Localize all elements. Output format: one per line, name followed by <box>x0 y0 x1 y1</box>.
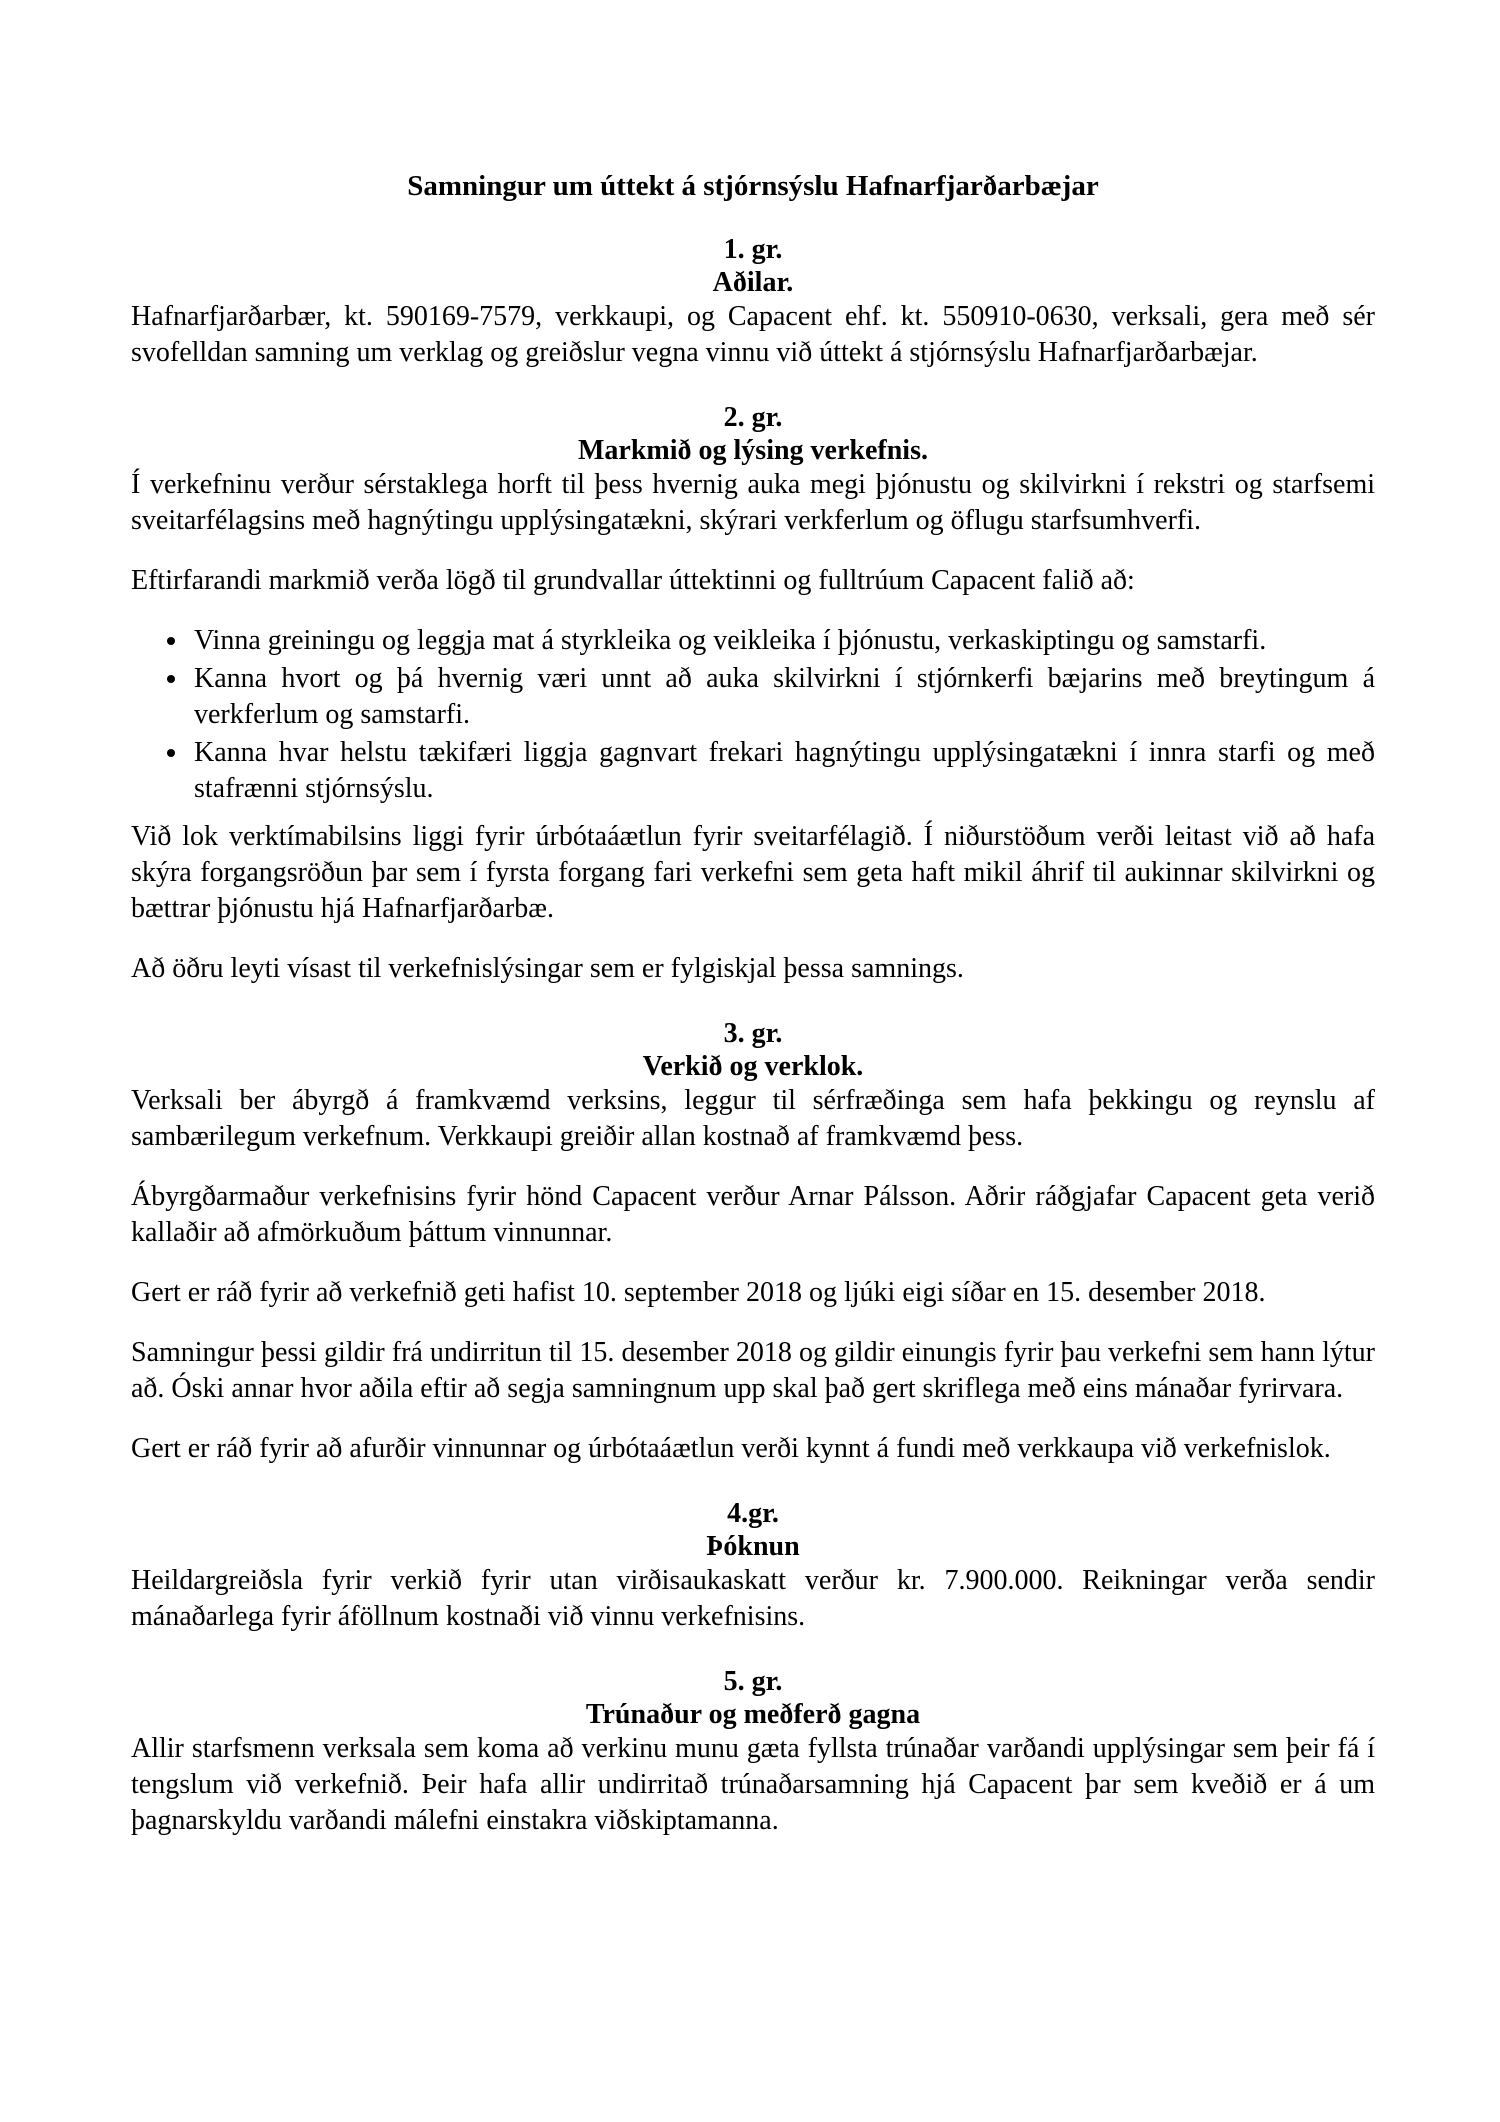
section-5-number: 5. gr. <box>723 1666 783 1697</box>
section-3-verkid <box>131 1017 1375 1467</box>
paragraph-deliverables: Gert er ráð fyrir að afurðir vinnunnar og úrbótaáætlun verði kynnt á fundi með verkkaupa við verkefnislok. <box>131 1433 1331 1464</box>
section-4-header <box>131 1497 1375 1563</box>
section-2-number: 2. gr. <box>723 402 783 433</box>
section-5-trunadur <box>131 1665 1375 1839</box>
paragraph-responsibility: Verksali ber ábyrgð á framkvæmd verksins, leggur til sérfræðinga sem hafa þekkingu og reynslu af sambærilegum verkefnum. Verkkaupi greiðir allan kostnað af framkvæmd þess. <box>131 1085 1375 1152</box>
section-3-heading: Verkið og verklok. <box>642 1051 864 1082</box>
section-2-heading: Markmið og lýsing verkefnis. <box>578 435 928 466</box>
section-1-number: 1. gr. <box>723 234 783 265</box>
paragraph-confidentiality: Allir starfsmenn verksala sem koma að verkinu munu gæta fyllsta trúnaðar varðandi upplýsingar sem þeir fá í tengslum við verkefnið. Þeir hafa allir undirritað trúnaðarsamning hjá Capacent þar sem kveðið er á um þagnarskyldu varðandi málefni einstakra viðskiptamanna. <box>131 1733 1375 1836</box>
section-4-number: 4.gr. <box>727 1498 779 1529</box>
section-1-header <box>131 233 1375 299</box>
section-5-heading: Trúnaður og meðferð gagna <box>585 1699 921 1730</box>
paragraph-parties: Hafnarfjarðarbær, kt. 590169-7579, verkkaupi, og Capacent ehf. kt. 550910-0630, verksali, gera með sér svofelldan samning um verklag og greiðslur vegna vinnu við úttekt á stjórnsýslu Hafnarfjarðarbæjar. <box>131 301 1375 368</box>
paragraph-project-description: Í verkefninu verður sérstaklega horft til þess hvernig auka megi þjónustu og skilvirkni í rekstri og starfsemi sveitarfélagsins með hagnýtingu upplýsingatækni, skýrari verkferlum og öflugu starfsumhverfi. <box>131 469 1375 536</box>
section-4-heading: Þóknun <box>706 1531 800 1562</box>
paragraph-goals-intro: Eftirfarandi markmið verða lögð til grundvallar úttektinni og fulltrúum Capacent falið að: <box>131 565 1135 596</box>
section-4-thoknun <box>131 1497 1375 1635</box>
bullet-item-analysis: • Vinna greiningu og leggja mat á styrkleika og veikleika í þjónustu, verkaskiptingu og samstarfi. <box>190 623 1375 659</box>
paragraph-timeline: Gert er ráð fyrir að verkefnið geti hafist 10. september 2018 og ljúki eigi síðar en 15. desember 2018. <box>131 1277 1266 1308</box>
goals-bullet-list <box>131 623 1375 807</box>
paragraph-payment: Heildargreiðsla fyrir verkið fyrir utan virðisaukaskatt verður kr. 7.900.000. Reikningar verða sendir mánaðarlega fyrir áföllnum kostnaði við vinnu verkefnisins. <box>131 1565 1375 1632</box>
document-title: Samningur um úttekt á stjórnsýslu Hafnarfjarðarbæjar <box>407 170 1099 202</box>
paragraph-attachment-reference: Að öðru leyti vísast til verkefnislýsingar sem er fylgiskjal þessa samnings. <box>131 953 964 984</box>
section-3-header <box>131 1017 1375 1083</box>
section-1-adilar <box>131 233 1375 371</box>
bullet-item-it-opportunities: • Kanna hvar helstu tækifæri liggja gagnvart frekari hagnýtingu upplýsingatækni í innra starfi og með stafrænni stjórnsýslu. <box>190 735 1375 807</box>
section-2-header <box>131 401 1375 467</box>
section-5-header <box>131 1665 1375 1731</box>
paragraph-project-manager: Ábyrgðarmaður verkefnisins fyrir hönd Capacent verður Arnar Pálsson. Aðrir ráðgjafar Capacent geta verið kallaðir að afmörkuðum þáttum vinnunnar. <box>131 1181 1375 1248</box>
bullet-item-efficiency: • Kanna hvort og þá hvernig væri unnt að auka skilvirkni í stjórnkerfi bæjarins með breytingum á verkferlum og samstarfi. <box>190 661 1375 733</box>
section-1-heading: Aðilar. <box>712 267 794 298</box>
paragraph-contract-validity: Samningur þessi gildir frá undirritun til 15. desember 2018 og gildir einungis fyrir þau verkefni sem hann lýtur að. Óski annar hvor aðila eftir að segja samningnum upp skal það gert skriflega með eins mánaðar fyrirvara. <box>131 1337 1375 1404</box>
paragraph-improvement-plan: Við lok verktímabilsins liggi fyrir úrbótaáætlun fyrir sveitarfélagið. Í niðurstöðum verði leitast við að hafa skýra forgangsröðun þar sem í fyrsta forgang fari verkefni sem geta haft mikil áhrif til aukinnar skilvirkni og bættrar þjónustu hjá Hafnarfjarðarbæ. <box>131 821 1375 924</box>
section-3-number: 3. gr. <box>723 1018 783 1049</box>
section-2-markmid <box>131 401 1375 987</box>
